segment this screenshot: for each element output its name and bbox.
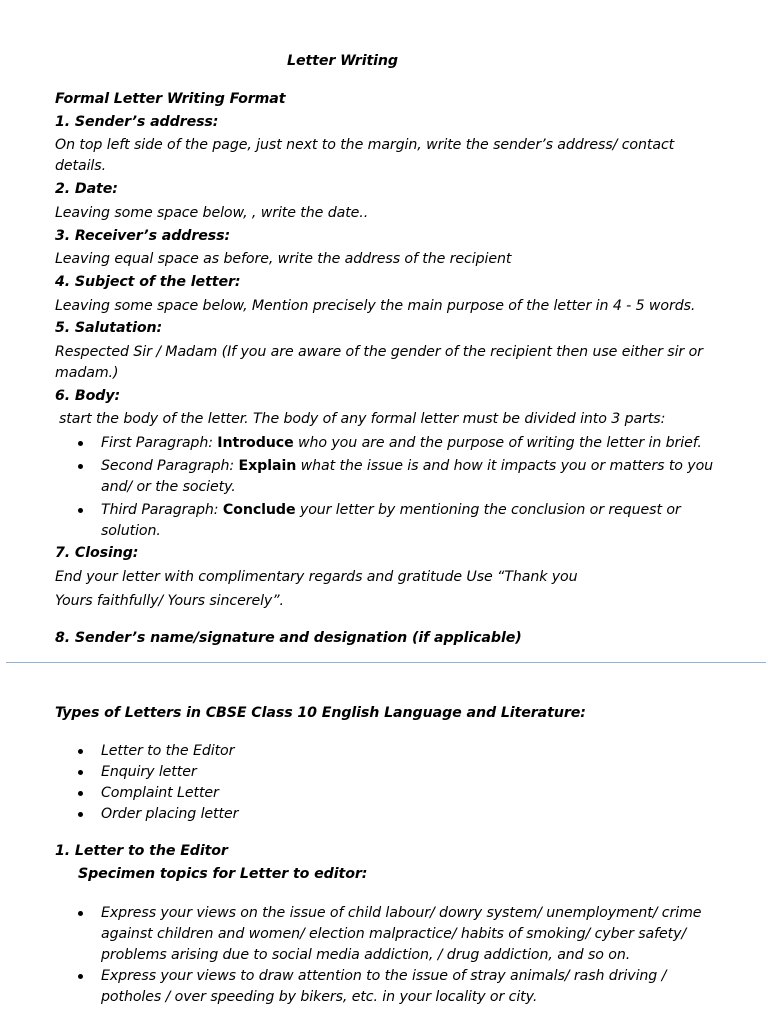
date-label: 2. Date: — [55, 181, 118, 197]
bullet-icon — [78, 911, 83, 916]
bullet-icon — [78, 974, 83, 979]
types-list-item: Enquiry letter — [101, 764, 197, 780]
types-heading: Types of Letters in CBSE Class 10 English Language and Literature: — [55, 705, 586, 721]
types-list-item: Order placing letter — [101, 806, 239, 822]
paragraph-item-second-cont: and/ or the society. — [101, 479, 236, 495]
body-intro: start the body of the letter. The body of any formal letter must be divided into 3 parts: — [59, 411, 666, 427]
sender-address-text: On top left side of the page, just next to the margin, write the sender’s address/ contact — [55, 137, 675, 153]
closing-text-cont: Yours faithfully/ Yours sincerely”. — [55, 593, 284, 609]
editor-topic-cont: problems arising due to social media addiction, / drug addiction, and so on. — [101, 947, 631, 963]
paragraph-item-first: First Paragraph: Introduce who you are and the purpose of writing the letter in brief. — [101, 435, 702, 451]
editor-topic: Express your views on the issue of child labour/ dowry system/ unemployment/ crime — [101, 905, 702, 921]
types-list-item: Complaint Letter — [101, 785, 219, 801]
salutation-text-cont: madam.) — [55, 365, 119, 381]
bullet-icon — [78, 441, 83, 446]
editor-topic: Express your views to draw attention to the issue of stray animals/ rash driving / — [101, 968, 667, 984]
receiver-address-label: 3. Receiver’s address: — [55, 228, 231, 244]
sender-address-label: 1. Sender’s address: — [55, 114, 219, 130]
bullet-icon — [78, 464, 83, 469]
salutation-text: Respected Sir / Madam (If you are aware of the gender of the recipient then use either sir or — [55, 344, 703, 360]
date-text: Leaving some space below, , write the date.. — [55, 205, 369, 221]
editor-subheading: Specimen topics for Letter to editor: — [78, 866, 368, 882]
salutation-label: 5. Salutation: — [55, 320, 163, 336]
sender-name-label: 8. Sender’s name/signature and designation (if applicable) — [55, 630, 522, 646]
editor-topic-cont: potholes / over speeding by bikers, etc. in your locality or city. — [101, 989, 538, 1005]
types-list-item: Letter to the Editor — [101, 743, 235, 759]
body-label: 6. Body: — [55, 388, 121, 404]
paragraph-item-second: Second Paragraph: Explain what the issue is and how it impacts you or matters to you — [101, 458, 714, 474]
section-divider — [6, 662, 766, 663]
sender-address-text-cont: details. — [55, 158, 106, 174]
format-heading: Formal Letter Writing Format — [55, 91, 286, 107]
closing-label: 7. Closing: — [55, 545, 139, 561]
bullet-icon — [78, 508, 83, 513]
bullet-icon — [78, 749, 83, 754]
editor-heading: 1. Letter to the Editor — [55, 843, 228, 859]
editor-topic-cont: against children and women/ election malpractice/ habits of smoking/ cyber safety/ — [101, 926, 687, 942]
subject-label: 4. Subject of the letter: — [55, 274, 241, 290]
bullet-icon — [78, 812, 83, 817]
receiver-address-text: Leaving equal space as before, write the address of the recipient — [55, 251, 512, 267]
closing-text: End your letter with complimentary regards and gratitude Use “Thank you — [55, 569, 578, 585]
bullet-icon — [78, 791, 83, 796]
paragraph-item-third: Third Paragraph: Conclude your letter by mentioning the conclusion or request or — [101, 502, 681, 518]
page-title: Letter Writing — [287, 53, 398, 69]
subject-text: Leaving some space below, Mention precisely the main purpose of the letter in 4 - 5 words. — [55, 298, 696, 314]
paragraph-item-third-cont: solution. — [101, 523, 161, 539]
bullet-icon — [78, 770, 83, 775]
